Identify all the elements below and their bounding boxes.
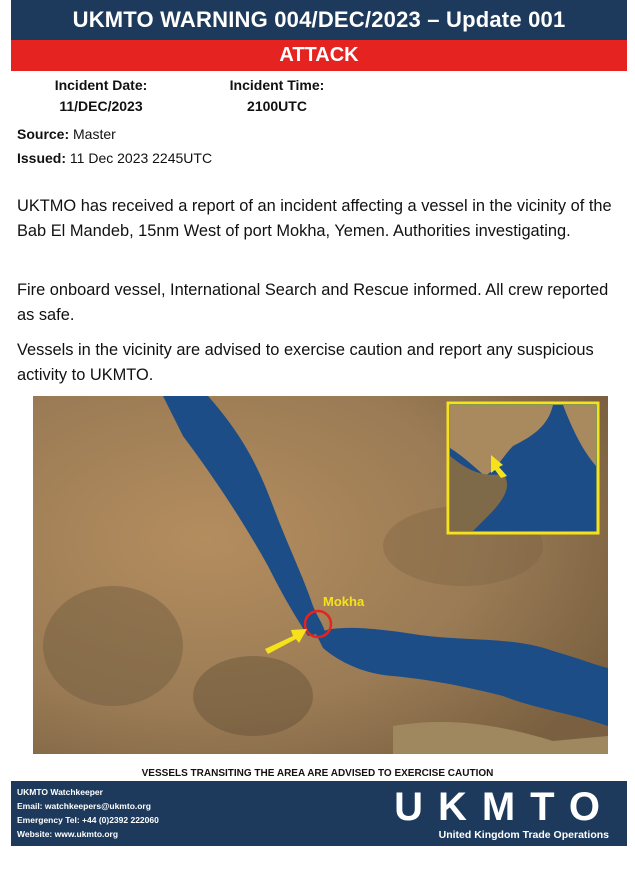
- location-label: Mokha: [323, 594, 365, 609]
- issued-label: Issued:: [17, 150, 67, 166]
- source-value: Master: [73, 126, 116, 142]
- incident-date: [46, 75, 156, 117]
- inset-map: [448, 403, 598, 533]
- body-paragraph-1: UKTMO has received a report of an incident affecting a vessel in the vicinity of the Bab El Mandeb, 15nm West of port Mokha, Yemen. Authorities investigating.: [17, 197, 612, 240]
- ukmto-logo-text: UKMTO: [394, 785, 615, 829]
- website-line: Website: www.ukmto.org: [17, 829, 119, 839]
- incident-date-value: 11/DEC/2023: [59, 98, 143, 114]
- watchkeeper-label: UKMTO Watchkeeper: [17, 787, 103, 797]
- category-banner: ATTACK: [11, 40, 627, 71]
- incident-time: [222, 75, 332, 117]
- source-label: Source:: [17, 126, 70, 142]
- email-line: Email: watchkeepers@ukmto.org: [17, 801, 151, 811]
- incident-time-value: 2100UTC: [247, 98, 307, 114]
- caution-notice: VESSELS TRANSITING THE AREA ARE ADVISED TO EXERCISE CAUTION: [141, 768, 494, 779]
- incident-map: [33, 396, 608, 754]
- contact-block: [17, 785, 159, 841]
- incident-date-label: Incident Date:: [54, 77, 148, 93]
- incident-time-label: Incident Time:: [229, 77, 325, 93]
- body-paragraph-2: Fire onboard vessel, International Search and Rescue informed. All crew reported as safe.: [17, 281, 609, 324]
- ukmto-subtitle: United Kingdom Trade Operations: [438, 829, 609, 841]
- source-line: [17, 126, 116, 142]
- issued-value: 11 Dec 2023 2245UTC: [69, 150, 213, 166]
- body-paragraph-3: Vessels in the vicinity are advised to exercise caution and report any suspicious activity to UKMTO.: [17, 341, 594, 384]
- emergency-tel-line: Emergency Tel: +44 (0)2392 222060: [17, 815, 159, 825]
- footer-bar: [11, 781, 627, 846]
- satellite-map-image: [33, 396, 608, 754]
- warning-title: UKMTO WARNING 004/DEC/2023 – Update 001: [11, 0, 627, 40]
- issued-line: [17, 150, 212, 166]
